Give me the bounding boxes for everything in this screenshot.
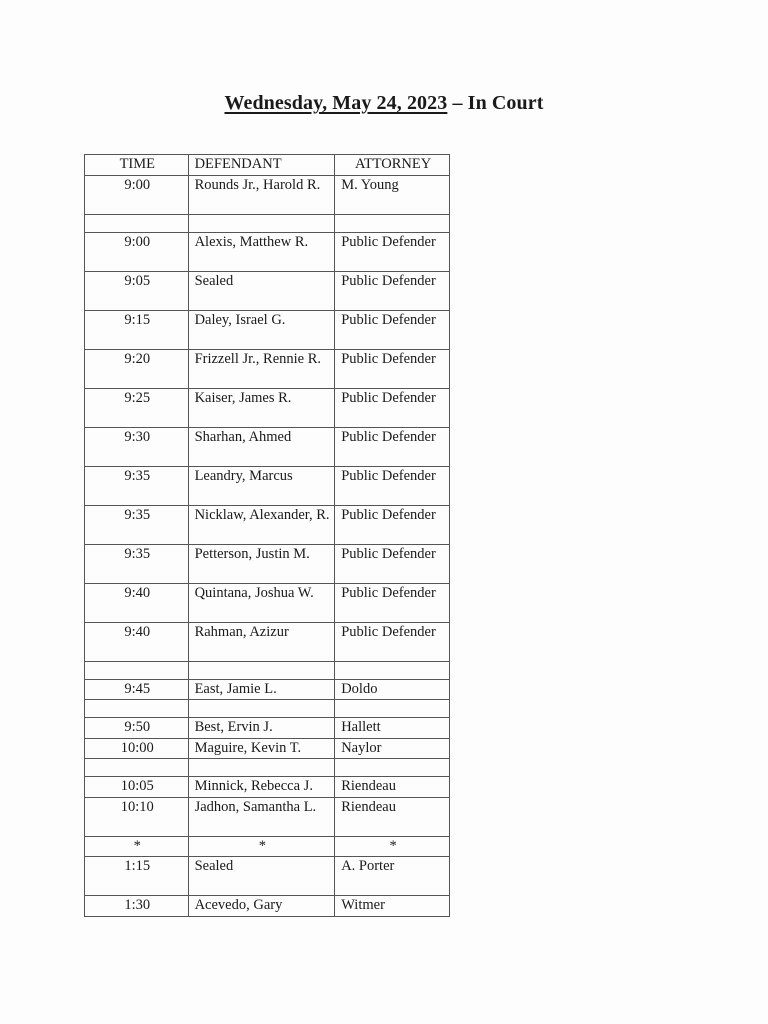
time-cell: 1:15 [85, 857, 189, 896]
table-row [85, 797, 450, 836]
time-cell: 9:15 [85, 310, 189, 349]
defendant-cell: Sharhan, Ahmed [188, 427, 335, 466]
time-cell: 9:35 [85, 544, 189, 583]
time-cell: 9:50 [85, 718, 189, 739]
table-row [85, 310, 450, 349]
attorney-cell [335, 759, 450, 777]
table-row [85, 896, 450, 917]
defendant-cell: Best, Ervin J. [188, 718, 335, 739]
defendant-cell: Daley, Israel G. [188, 310, 335, 349]
time-cell: 9:40 [85, 583, 189, 622]
header-attorney: ATTORNEY [335, 155, 450, 176]
time-cell: 9:35 [85, 505, 189, 544]
time-cell: 9:00 [85, 232, 189, 271]
table-row [85, 583, 450, 622]
table-row [85, 175, 450, 214]
attorney-cell [335, 700, 450, 718]
attorney-cell: Doldo [335, 679, 450, 700]
defendant-cell: Jadhon, Samantha L. [188, 797, 335, 836]
title-suffix: – In Court [452, 92, 544, 114]
time-cell: 10:05 [85, 777, 189, 798]
attorney-cell: Public Defender [335, 349, 450, 388]
defendant-cell: Nicklaw, Alexander, R. [188, 505, 335, 544]
defendant-cell: Sealed [188, 271, 335, 310]
table-row [85, 466, 450, 505]
defendant-cell: Petterson, Justin M. [188, 544, 335, 583]
title-date: Wednesday, May 24, 2023 [224, 92, 448, 114]
defendant-cell [188, 214, 335, 232]
table-row-separator [85, 836, 450, 857]
table-row [85, 679, 450, 700]
table-row [85, 388, 450, 427]
table-row [85, 738, 450, 759]
defendant-cell: Rounds Jr., Harold R. [188, 175, 335, 214]
header-defendant: DEFENDANT [188, 155, 335, 176]
defendant-cell: East, Jamie L. [188, 679, 335, 700]
time-cell: 9:30 [85, 427, 189, 466]
table-row [85, 622, 450, 661]
time-cell: 9:45 [85, 679, 189, 700]
table-row [85, 777, 450, 798]
attorney-cell: Public Defender [335, 622, 450, 661]
attorney-cell: Public Defender [335, 466, 450, 505]
table-header-row [85, 155, 450, 176]
page-title [0, 92, 768, 115]
time-cell: 10:00 [85, 738, 189, 759]
defendant-cell: Leandry, Marcus [188, 466, 335, 505]
attorney-cell: A. Porter [335, 857, 450, 896]
time-cell [85, 661, 189, 679]
time-cell: 9:40 [85, 622, 189, 661]
attorney-cell: Riendeau [335, 797, 450, 836]
table-row [85, 718, 450, 739]
attorney-cell: M. Young [335, 175, 450, 214]
table-row [85, 232, 450, 271]
defendant-cell: Maguire, Kevin T. [188, 738, 335, 759]
attorney-cell: * [335, 836, 450, 857]
header-time: TIME [85, 155, 189, 176]
defendant-cell: Frizzell Jr., Rennie R. [188, 349, 335, 388]
time-cell: 9:00 [85, 175, 189, 214]
defendant-cell [188, 661, 335, 679]
table-row [85, 505, 450, 544]
attorney-cell: Public Defender [335, 232, 450, 271]
time-cell [85, 700, 189, 718]
defendant-cell [188, 759, 335, 777]
attorney-cell: Hallett [335, 718, 450, 739]
table-row [85, 427, 450, 466]
time-cell: 9:35 [85, 466, 189, 505]
table-row [85, 349, 450, 388]
attorney-cell: Public Defender [335, 310, 450, 349]
time-cell: 9:25 [85, 388, 189, 427]
attorney-cell: Naylor [335, 738, 450, 759]
attorney-cell [335, 214, 450, 232]
time-cell: 9:05 [85, 271, 189, 310]
attorney-cell [335, 661, 450, 679]
time-cell [85, 214, 189, 232]
table-row-blank [85, 700, 450, 718]
attorney-cell: Public Defender [335, 388, 450, 427]
defendant-cell: Quintana, Joshua W. [188, 583, 335, 622]
defendant-cell: Acevedo, Gary [188, 896, 335, 917]
attorney-cell: Witmer [335, 896, 450, 917]
attorney-cell: Public Defender [335, 544, 450, 583]
time-cell: 9:20 [85, 349, 189, 388]
table-row-blank [85, 661, 450, 679]
attorney-cell: Public Defender [335, 271, 450, 310]
table-row [85, 857, 450, 896]
defendant-cell: Rahman, Azizur [188, 622, 335, 661]
defendant-cell: * [188, 836, 335, 857]
time-cell: 1:30 [85, 896, 189, 917]
table-row-blank [85, 214, 450, 232]
attorney-cell: Riendeau [335, 777, 450, 798]
defendant-cell: Alexis, Matthew R. [188, 232, 335, 271]
attorney-cell: Public Defender [335, 427, 450, 466]
table-row [85, 544, 450, 583]
time-cell: * [85, 836, 189, 857]
attorney-cell: Public Defender [335, 583, 450, 622]
defendant-cell [188, 700, 335, 718]
defendant-cell: Sealed [188, 857, 335, 896]
defendant-cell: Minnick, Rebecca J. [188, 777, 335, 798]
court-schedule-table [84, 154, 450, 917]
time-cell: 10:10 [85, 797, 189, 836]
table-row-blank [85, 759, 450, 777]
table-row [85, 271, 450, 310]
time-cell [85, 759, 189, 777]
defendant-cell: Kaiser, James R. [188, 388, 335, 427]
attorney-cell: Public Defender [335, 505, 450, 544]
